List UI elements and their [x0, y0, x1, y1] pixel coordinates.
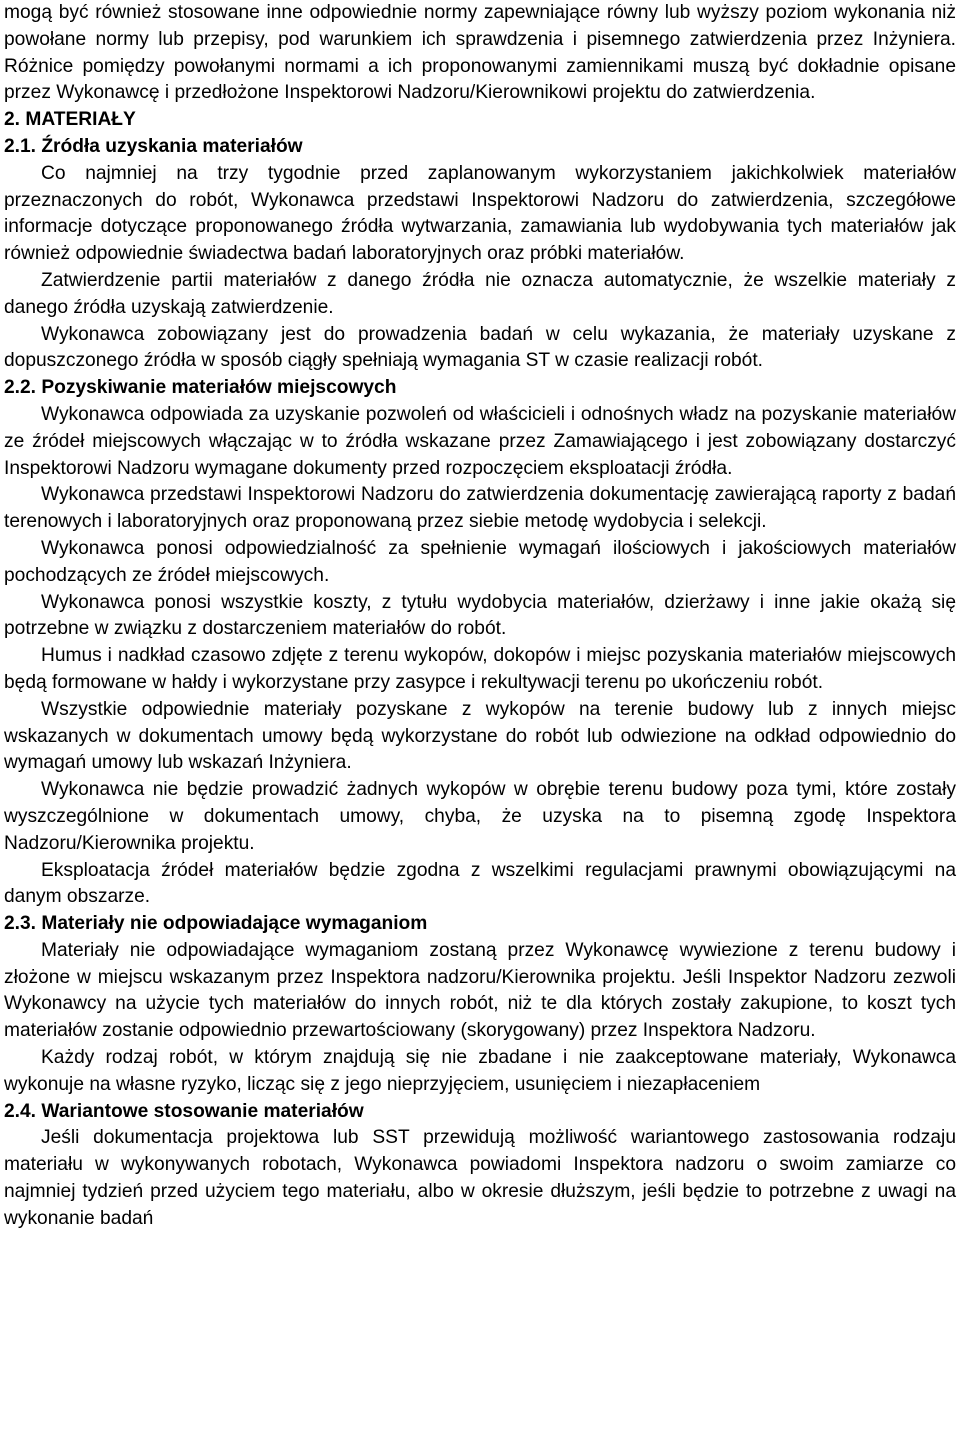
section-2-1-paragraph: Wykonawca zobowiązany jest do prowadzenia badań w celu wykazania, że materiały uzyskane z dopuszczonego źródła w sposób ciągły spełniają wymagania ST w czasie realizacji robót. [4, 323, 956, 372]
section-2-2-paragraph: Eksploatacja źródeł materiałów będzie zgodna z wszelkimi regulacjami prawnymi obowiązującymi na danym obszarze. [4, 859, 956, 908]
section-2-3 [4, 911, 956, 1099]
document-page [4, 0, 956, 1233]
section-2-3-paragraph: Każdy rodzaj robót, w którym znajdują się nie zbadane i nie zaakceptowane materiały, Wykonawca wykonuje na własne ryzyko, licząc się z jego nieprzyjęciem, usunięciem i niezapłaceniem [4, 1047, 956, 1095]
section-2-1-paragraph: Co najmniej na trzy tygodnie przed zaplanowanym wykorzystaniem jakichkolwiek materiałów przeznaczonych do robót, Wykonawca przedstawi Inspektorowi Nadzoru do zatwierdzenia, szczegółowe informacje dotyczące proponowanego źródła wytwarzania, zamawiania lub wydobywania tych materiałów jak również odpowiednie świadectwa badań laboratoryjnych oraz próbki materiałów. [4, 162, 956, 265]
section-2-2-paragraph: Humus i nadkład czasowo zdjęte z terenu wykopów, dokopów i miejsc pozyskania materiałów miejscowych będą formowane w hałdy i wykorzystane przy zasypce i rekultywacji terenu po ukończeniu robót. [4, 645, 956, 693]
section-2-2-heading: 2.2. Pozyskiwanie materiałów miejscowych [4, 377, 397, 399]
section-2-2-paragraph: Wykonawca ponosi wszystkie koszty, z tytułu wydobycia materiałów, dzierżawy i inne jakie okażą się potrzebne w związku z dostarczeniem materiałów do robót. [4, 591, 956, 640]
section-2-1-paragraph: Zatwierdzenie partii materiałów z danego źródła nie oznacza automatycznie, że wszelkie materiały z danego źródła uzyskają zatwierdzenie. [4, 269, 956, 318]
section-2-1 [4, 134, 956, 375]
section-2-3-heading: 2.3. Materiały nie odpowiadające wymaganiom [4, 913, 428, 935]
section-2-heading: 2. MATERIAŁY [4, 109, 136, 131]
section-2-2-paragraph: Wykonawca ponosi odpowiedzialność za spełnienie wymagań ilościowych i jakościowych materiałów pochodzących ze źródeł miejscowych. [4, 537, 956, 586]
section-2-2-paragraph: Wykonawca odpowiada za uzyskanie pozwoleń od właścicieli i odnośnych władz na pozyskanie materiałów ze źródeł miejscowych włączając w to źródła wskazane przez Zamawiającego i jest zobowiązany dostarczyć Inspektorowi Nadzoru wymagane dokumenty przed rozpoczęciem eksploatacji źródła. [4, 403, 956, 479]
section-2-2-paragraph: Wszystkie odpowiednie materiały pozyskane z wykopów na terenie budowy lub z innych miejsc wskazanych w dokumentach umowy będą wykorzystane do robót lub odwiezione na odkład odpowiednio do wymagań umowy lub wskazań Inżyniera. [4, 698, 956, 774]
section-2-1-heading: 2.1. Źródła uzyskania materiałów [4, 135, 303, 157]
section-2-2-paragraph: Wykonawca nie będzie prowadzić żadnych wykopów w obrębie terenu budowy poza tymi, które zostały wyszczególnione w dokumentach umowy, chyba, że uzyska na to pisemną zgodę Inspektora Nadzoru/Kierownika projektu. [4, 779, 956, 854]
section-2-4-heading: 2.4. Wariantowe stosowanie materiałów [4, 1100, 364, 1122]
section-2-4 [4, 1099, 956, 1233]
section-2-2 [4, 375, 956, 911]
section-2-2-paragraph: Wykonawca przedstawi Inspektorowi Nadzoru do zatwierdzenia dokumentację zawierającą raporty z badań terenowych i laboratoryjnych oraz proponowaną przez siebie metodę wydobycia i selekcji. [4, 484, 956, 533]
section-2-4-paragraph: Jeśli dokumentacja projektowa lub SST przewidują możliwość wariantowego zastosowania rodzaju materiału w wykonywanych robotach, Wykonawca powiadomi Inspektora nadzoru o swoim zamiarze co najmniej tydzień przed użyciem tego materiału, albo w okresie dłuższym, jeśli będzie to potrzebne z uwagi na wykonanie badań [4, 1127, 956, 1229]
section-2-3-paragraph: Materiały nie odpowiadające wymaganiom zostaną przez Wykonawcę wywiezione z terenu budowy i złożone w miejscu wskazanym przez Inspektora nadzoru/Kierownika projektu. Jeśli Inspektor Nadzoru zezwoli Wykonawcy na użycie tych materiałów do innych robót, niż te dla których zostały zakupione, to koszt tych materiałów zostanie odpowiednio przewartościowany (skorygowany) przez Inspektora Nadzoru. [4, 939, 956, 1042]
intro-paragraph: mogą być również stosowane inne odpowiednie normy zapewniające równy lub wyższy poziom wykonania niż powołane normy lub przepisy, pod warunkiem ich sprawdzenia i pisemnego zatwierdzenia przez Inżyniera. Różnice pomiędzy powołanymi normami a ich proponowanymi zamiennikami muszą być dokładnie opisane przez Wykonawcę i przedłożone Inspektorowi Nadzoru/Kierownikowi projektu do zatwierdzenia. [4, 2, 956, 104]
